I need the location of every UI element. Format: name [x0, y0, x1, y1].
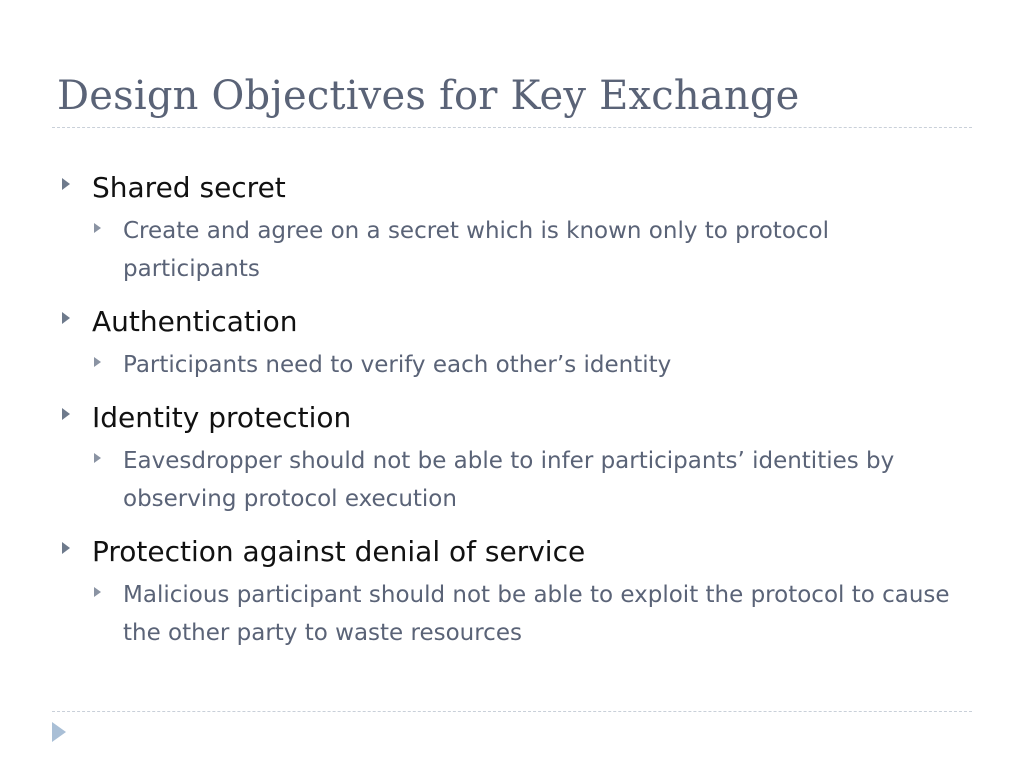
slide-title: Design Objectives for Key Exchange — [57, 73, 800, 119]
bullet-arrow-icon — [62, 178, 70, 190]
sub-bullet-item — [94, 346, 962, 384]
sub-bullet-item — [94, 212, 962, 288]
bullet-text: Authentication — [92, 305, 298, 338]
sub-bullet-arrow-icon — [94, 587, 101, 597]
bullet-group-dos-protection — [62, 532, 962, 652]
bullet-text: Shared secret — [92, 171, 286, 204]
sub-bullet-text: Create and agree on a secret which is known only to protocol participants — [123, 218, 829, 282]
footer-divider — [52, 711, 972, 712]
sub-bullet-arrow-icon — [94, 357, 101, 367]
corner-triangle-icon — [52, 722, 66, 742]
bullet-item — [62, 398, 962, 438]
bullet-arrow-icon — [62, 312, 70, 324]
bullet-arrow-icon — [62, 542, 70, 554]
sub-bullet-item — [94, 442, 962, 518]
title-divider — [52, 127, 972, 128]
sub-bullet-arrow-icon — [94, 223, 101, 233]
sub-bullet-text: Malicious participant should not be able to exploit the protocol to cause the other party to waste resources — [123, 582, 950, 646]
sub-bullet-text: Participants need to verify each other’s identity — [123, 352, 672, 378]
bullet-text: Identity protection — [92, 401, 352, 434]
bullet-arrow-icon — [62, 408, 70, 420]
sub-bullet-arrow-icon — [94, 453, 101, 463]
bullet-group-authentication — [62, 302, 962, 384]
sub-bullet-item — [94, 576, 962, 652]
sub-bullet-text: Eavesdropper should not be able to infer participants’ identities by observing protocol execution — [123, 448, 895, 512]
bullet-text: Protection against denial of service — [92, 535, 586, 568]
bullet-item — [62, 532, 962, 572]
bullet-item — [62, 302, 962, 342]
bullet-item — [62, 168, 962, 208]
bullet-group-identity-protection — [62, 398, 962, 518]
bullet-group-shared-secret — [62, 168, 962, 288]
bullet-list — [62, 168, 962, 666]
